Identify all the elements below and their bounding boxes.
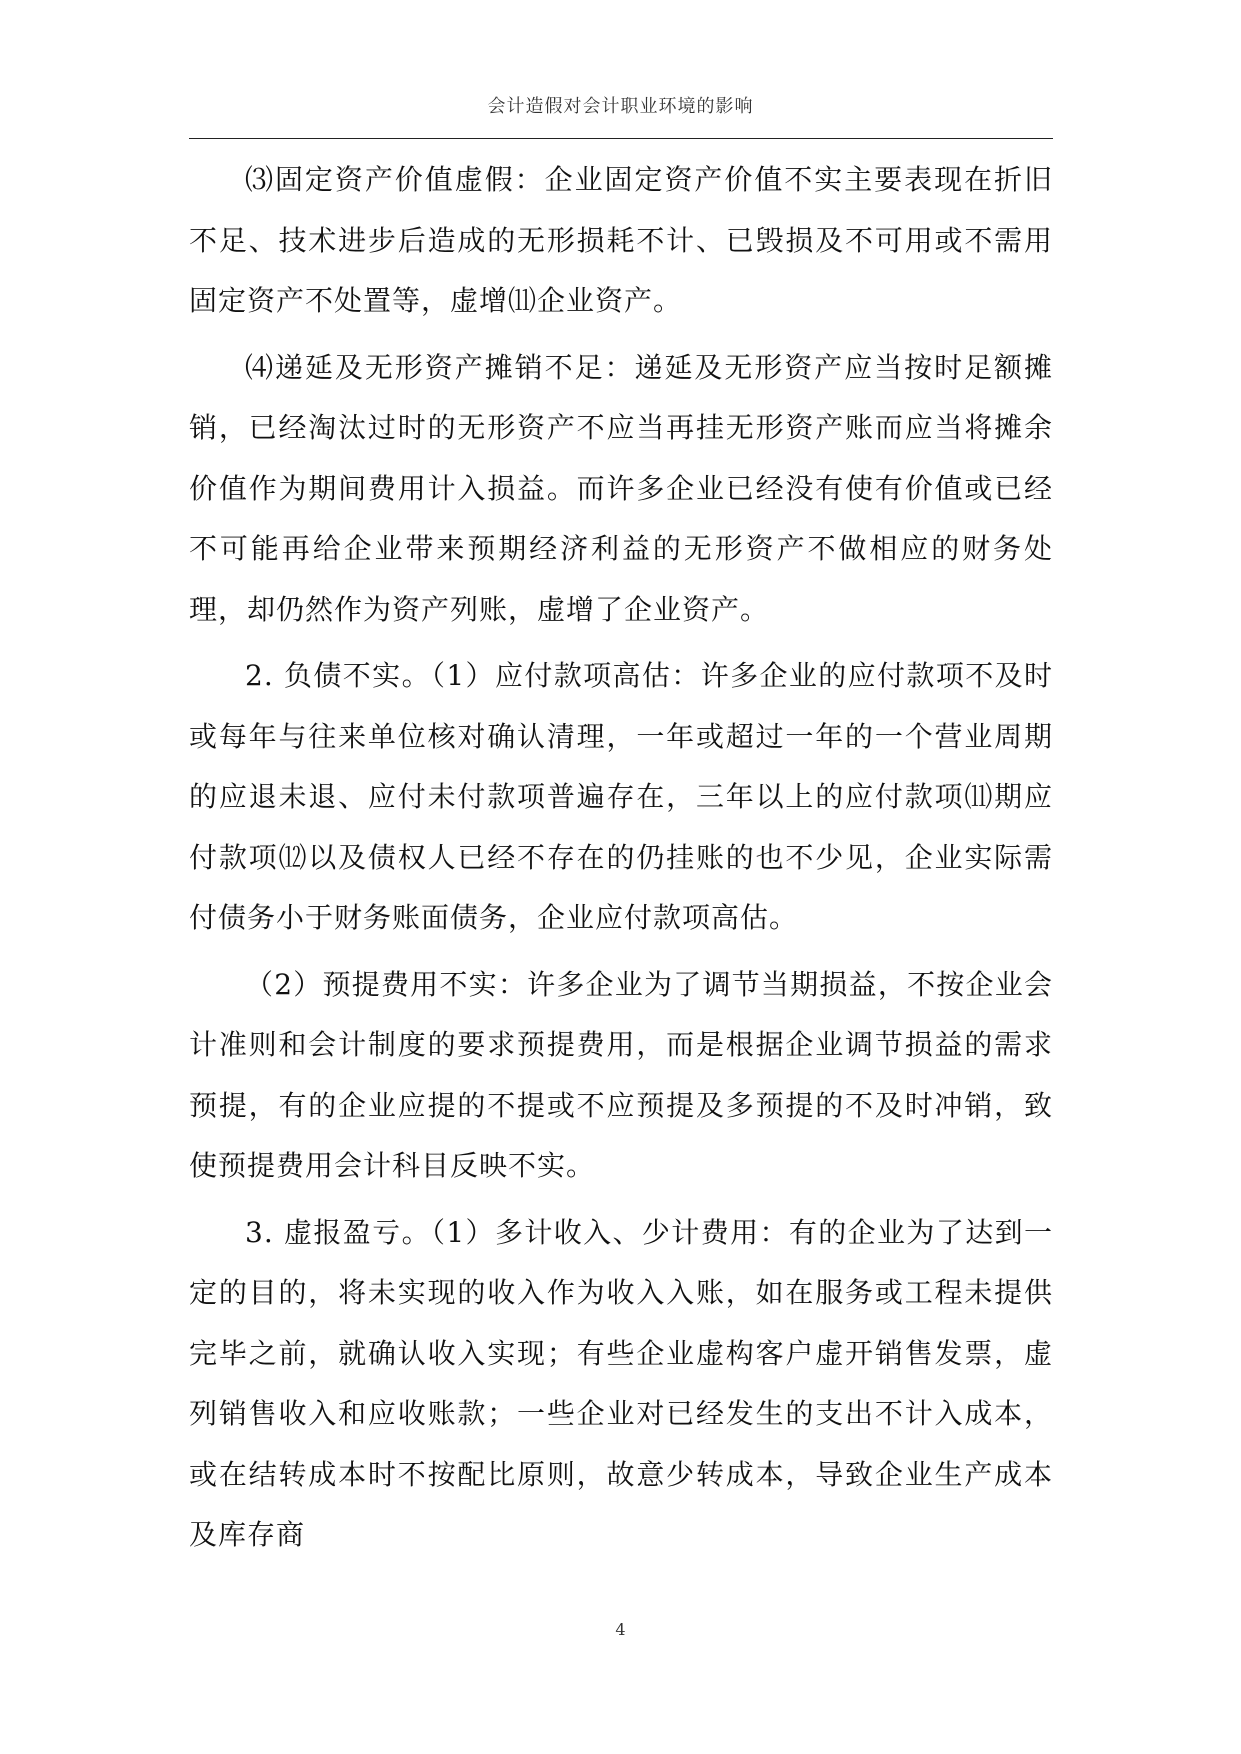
paragraph-fixed-assets: ⑶固定资产价值虚假：企业固定资产价值不实主要表现在折旧不足、技术进步后造成的无形损耗不计、已毁损及不可用或不需用固定资产不处置等，虚增⑾企业资产。 [189,163,1053,317]
paragraph-intangible-amortization: ⑷递延及无形资产摊销不足：递延及无形资产应当按时足额摊销，已经淘汰过时的无形资产不应当再挂无形资产账而应当将摊余价值作为期间费用计入损益。而许多企业已经没有使有价值或已经不可能再给企业带来预期经济利益的无形资产不做相应的财务处理，却仍然作为资产列账，虚增了企业资产。 [189,350,1053,626]
document-body [189,150,1053,1566]
paragraph-false-profit-loss: 3. 虚报盈亏。（1）多计收入、少计费用：有的企业为了达到一定的目的，将未实现的收入作为收入入账，如在服务或工程未提供完毕之前，就确认收入实现；有些企业虚构客户虚开销售发票，虚列销售收入和应收账款；一些企业对已经发生的支出不计入成本，或在结转成本时不按配比原则，故意少转成本，导致企业生产成本及库存商 [189,1215,1053,1551]
page-number: 4 [615,1620,626,1639]
paragraph-liabilities: 2. 负债不实。（1）应付款项高估：许多企业的应付款项不及时或每年与往来单位核对确认清理，一年或超过一年的一个营业周期的应退未退、应付未付款项普遍存在，三年以上的应付款项⑾期应付款项⑿以及债权人已经不存在的仍挂账的也不少见，企业实际需付债务小于财务账面债务，企业应付款项高估。 [189,659,1053,934]
paragraph-accrued-expenses: （2）预提费用不实：许多企业为了调节当期损益，不按企业会计准则和会计制度的要求预提费用，而是根据企业调节损益的需求预提，有的企业应提的不提或不应预提及多预提的不及时冲销，致使预提费用会计科目反映不实。 [189,967,1053,1182]
header-divider [189,138,1053,139]
running-header: 会计造假对会计职业环境的影响 [487,96,754,117]
